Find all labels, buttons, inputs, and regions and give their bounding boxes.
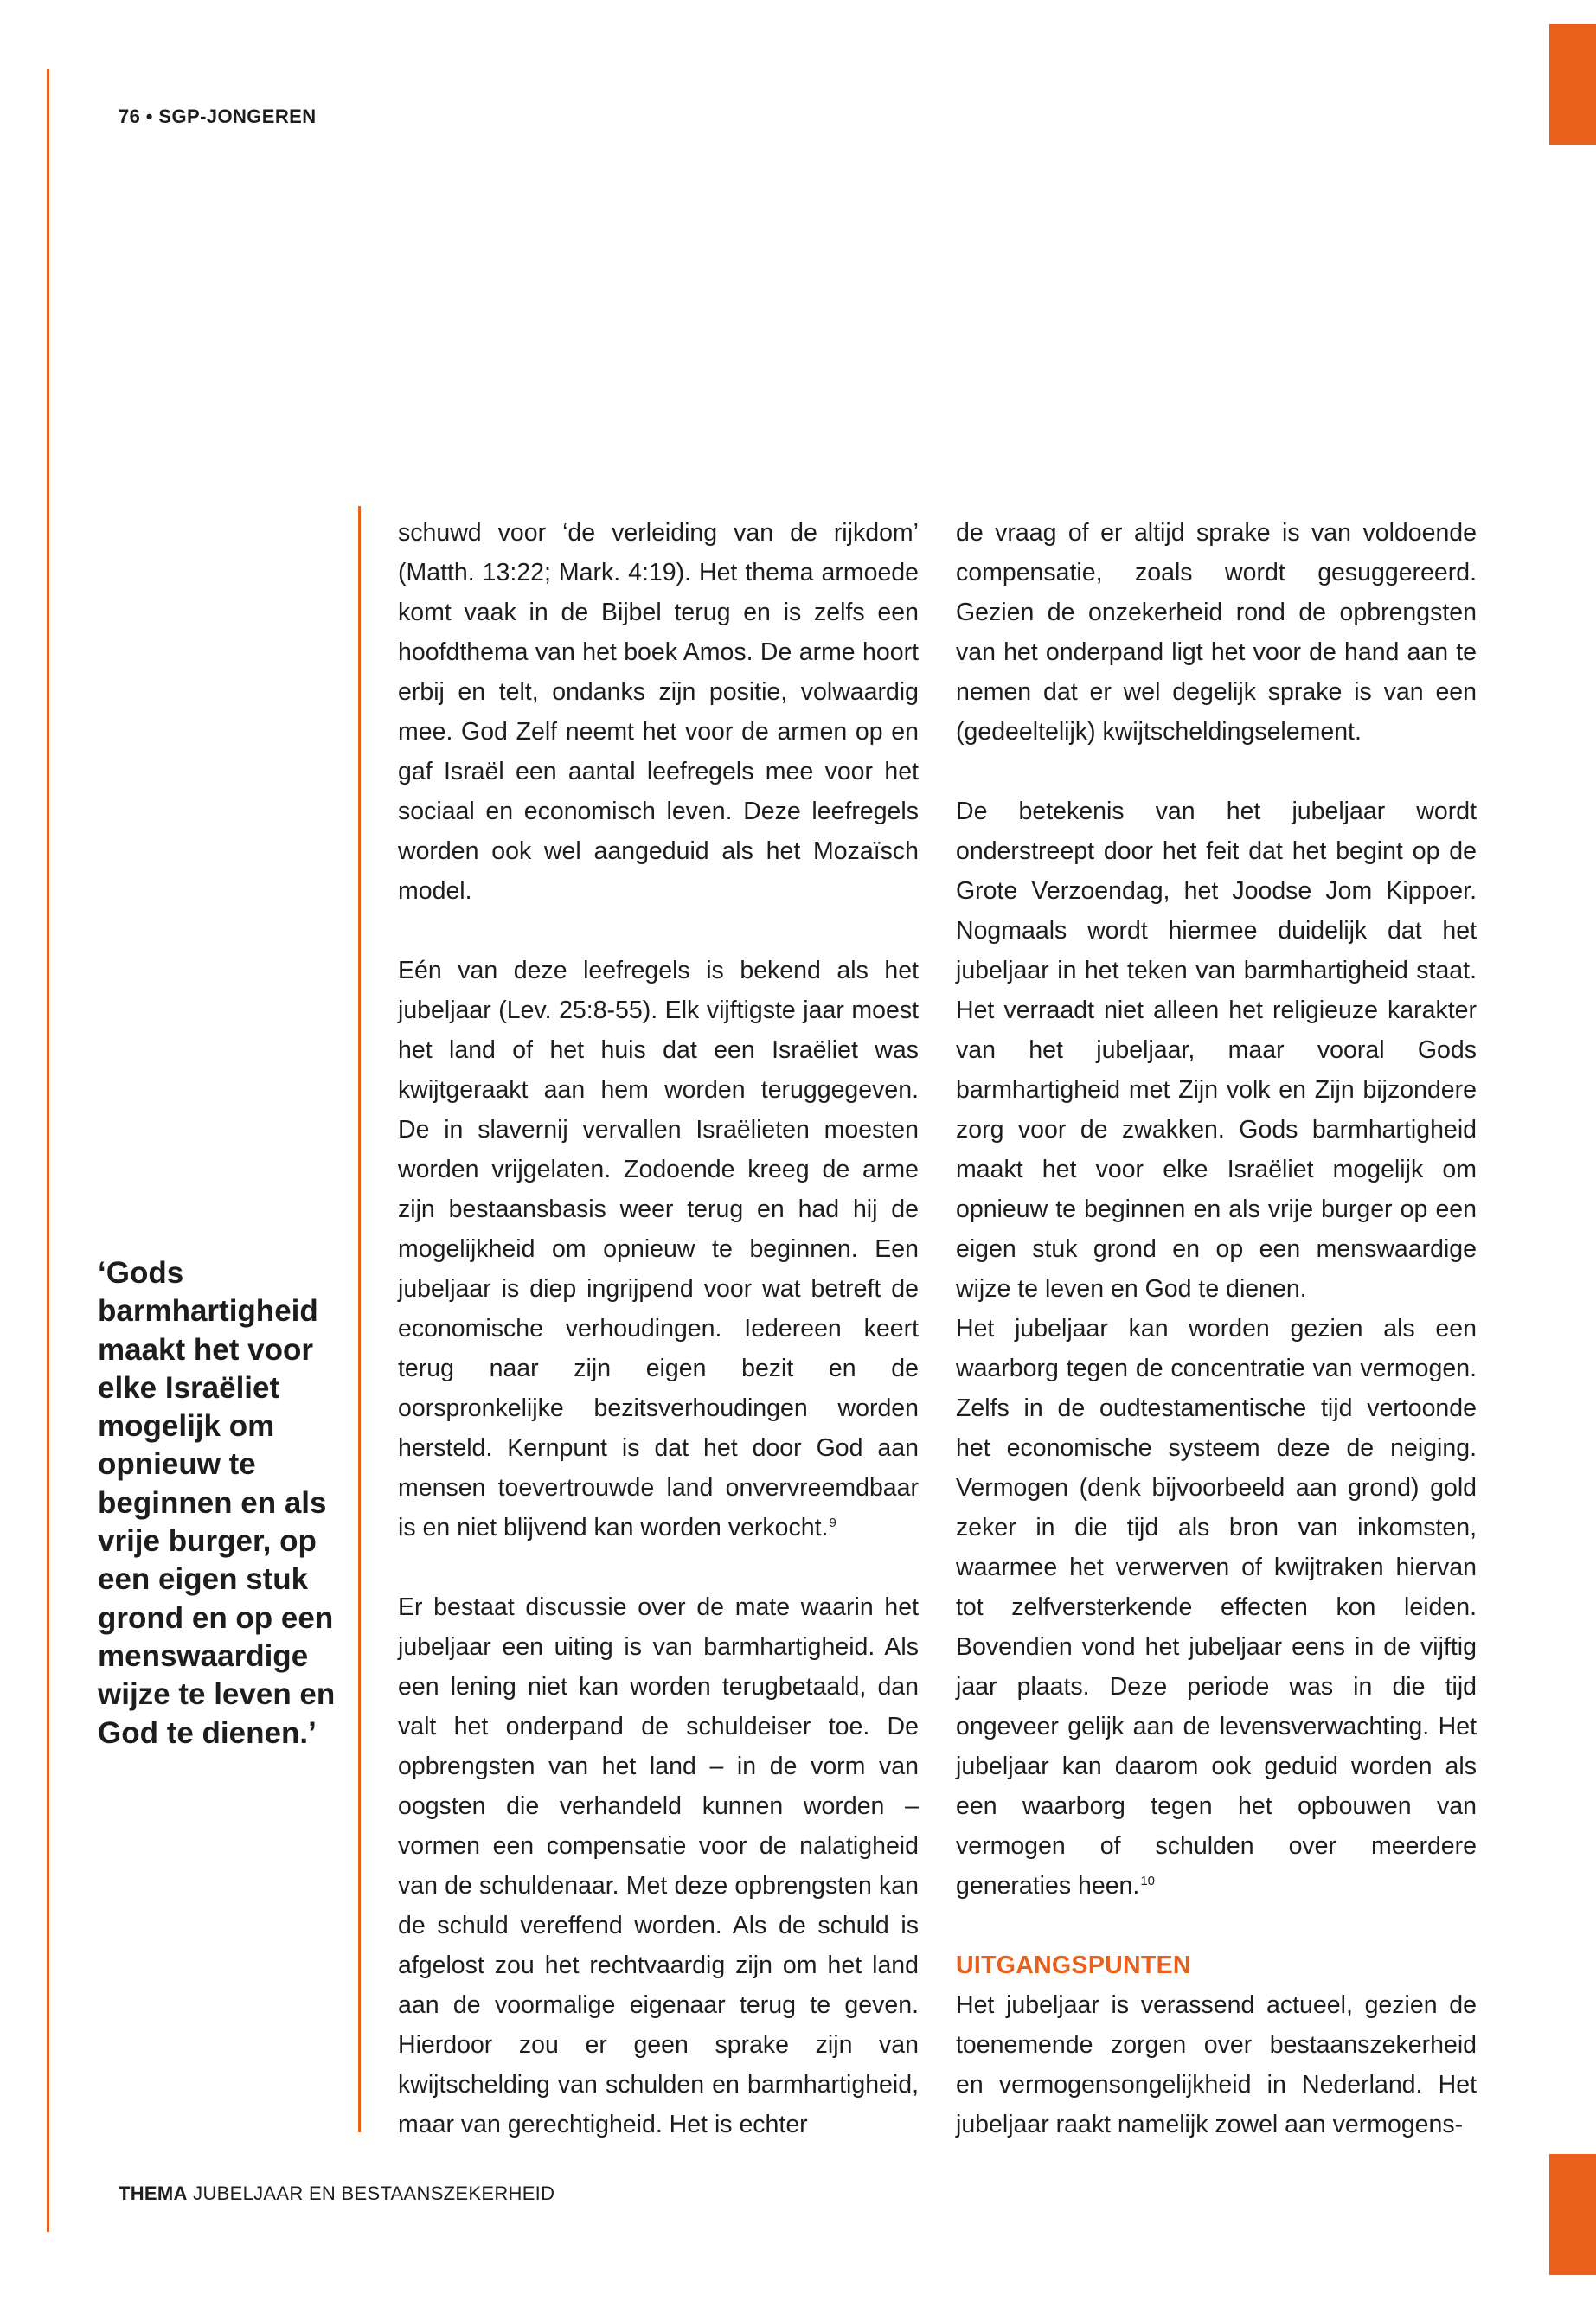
paragraph: Het jubeljaar kan worden gezien als een waarborg tegen de concentratie van vermogen. Zelfs in de oudtestamentische tijd vertoonde het economische systeem deze de neiging. Vermogen (denk bijvoorbeeld aan grond) gold zeker in die tijd als bron van inkomsten, waarmee het verwerven of kwijtraken hiervan tot zelfversterkende effecten kon leiden. Bovendien vond het jubeljaar eens in de vijftig jaar plaats. Deze periode was in die tijd ongeveer gelijk aan de levensverwachting. Het jubeljaar kan daarom ook geduid worden als een waarborg tegen het opbouwen van vermogen of schulden over meerdere generaties heen.$^{10}$ (956, 1315, 1477, 1900)
footnote-marker: 9 (829, 1516, 836, 1530)
page-number: 76 (119, 106, 141, 127)
paragraph: Het jubeljaar is verassend actueel, gezien de toenemende zorgen over bestaanszekerheid en vermogensongelijkheid in Nederland. Het jubeljaar raakt namelijk zowel aan vermogens- (956, 1991, 1477, 2138)
column-divider-rule (358, 506, 361, 2132)
footer-section-label: THEMA (119, 2182, 188, 2204)
section-heading: UITGANGSPUNTEN (956, 1952, 1191, 1979)
running-header (119, 106, 316, 128)
paragraph: Er bestaat discussie over de mate waarin het jubeljaar een uiting is van barmhartigheid. Als een lening niet kan worden terugbetaald, dan valt het onderpand de schuldeiser toe. De opbrengsten van het land – in de vorm van oogsten die verhandeld kunnen worden – vormen een compensatie voor de nalatigheid van de schuldenaar. Met deze opbrengsten kan de schuld vereffend worden. Als de schuld is afgelost zou het rechtvaardig zijn om het land aan de voormalige eigenaar terug te geven. Hierdoor zou er geen sprake zijn van kwijtschelding van schulden en barmhartigheid, maar van gerechtigheid. Het is echter (398, 1593, 919, 2138)
publication-name: SGP-JONGEREN (158, 106, 317, 127)
pull-quote: ‘Gods barmhartigheid maakt het voor elke Israëliet mogelijk om opnieuw te beginnen en als vrije burger, op een eigen stuk grond en op een menswaardige wijze te leven en God te dienen.’ (98, 1256, 336, 1750)
orange-page-tab-bottom (1549, 2154, 1596, 2275)
running-footer (119, 2182, 554, 2205)
paragraph: De betekenis van het jubeljaar wordt onderstreept door het feit dat het begint op de Grote Verzoendag, het Joodse Jom Kippoer. Nogmaals wordt hiermee duidelijk dat het jubeljaar in het teken van barmhartigheid staat. Het verraadt niet alleen het religieuze karakter van het jubeljaar, maar vooral Gods barmhartigheid met Zijn volk en Zijn bijzondere zorg voor de zwakken. Gods barmhartigheid maakt het voor elke Israëliet mogelijk om opnieuw te beginnen en als vrije burger op een eigen stuk grond en op een menswaardige wijze te leven en God te dienen. (956, 798, 1477, 1303)
orange-page-tab-top (1549, 24, 1596, 145)
text-column-left (398, 513, 919, 2144)
paragraph: Eén van deze leefregels is bekend als het jubeljaar (Lev. 25:8-55). Elk vijftigste jaar moest het land of het huis dat een Israëliet was kwijtgeraakt aan hem worden teruggegeven. De in slavernij vervallen Israëlieten moesten worden vrijgelaten. Zodoende kreeg de arme zijn bestaansbasis weer terug en had hij de mogelijkheid om opnieuw te beginnen. Een jubeljaar is diep ingrijpend voor wat betreft de economische verhoudingen. Iedereen keert terug naar zijn eigen bezit en de oorspronkelijke bezitsverhoudingen worden hersteld. Kernpunt is dat het door God aan mensen toevertrouwde land onvervreemdbaar is en niet blijvend kan worden verkocht.$^9$ (398, 957, 919, 1541)
text-column-right (956, 513, 1477, 2144)
paragraph: de vraag of er altijd sprake is van voldoende compensatie, zoals wordt gesuggereerd. Gezien de onzekerheid rond de opbrengsten van het onderpand ligt het voor de hand aan te nemen dat er wel degelijk sprake is van een (gedeeltelijk) kwijtscheldingselement. (956, 519, 1477, 746)
left-margin-rule (47, 69, 49, 2232)
footer-title: JUBELJAAR EN BESTAANSZEKERHEID (193, 2182, 555, 2204)
footnote-marker: 10 (1140, 1874, 1156, 1888)
header-separator: • (145, 106, 153, 127)
paragraph: schuwd voor ‘de verleiding van de rijkdom’ (Matth. 13:22; Mark. 4:19). Het thema armoede komt vaak in de Bijbel terug en is zelfs een hoofdthema van het boek Amos. De arme hoort erbij en telt, ondanks zijn positie, volwaardig mee. God Zelf neemt het voor de armen op en gaf Israël een aantal leefregels mee voor het sociaal en economisch leven. Deze leefregels worden ook wel aangeduid als het Mozaïsch model. (398, 519, 919, 905)
